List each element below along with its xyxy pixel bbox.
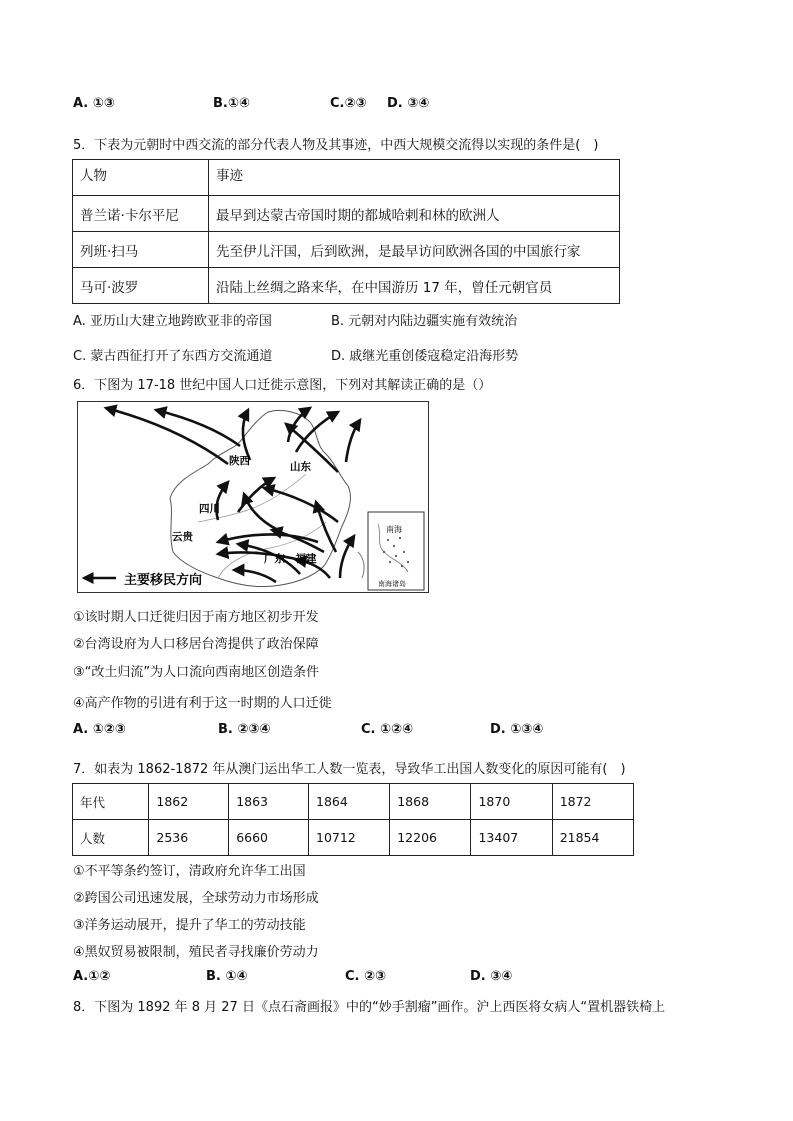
- q6-option-c: C. ①②④: [361, 722, 414, 737]
- map-legend-label: 主要移民方向: [124, 573, 203, 588]
- year-cell: 1864: [309, 784, 390, 820]
- q6-option-b: B. ②③④: [218, 722, 271, 737]
- table-header-cell: 事迹: [209, 160, 620, 196]
- q6-stem: 6．下图为 17-18 世纪中国人口迁徙示意图，下列对其解读正确的是（）: [73, 378, 492, 393]
- deed-cell: 最早到达蒙古帝国时期的都城哈剌和林的欧洲人: [209, 196, 620, 232]
- deed-cell: 先至伊儿汗国，后到欧洲，是最早访问欧洲各国的中国旅行家: [209, 232, 620, 268]
- map-inset: [368, 512, 424, 590]
- q5-table: [72, 159, 620, 304]
- table-header-row: [73, 160, 620, 196]
- q7-option-d: D. ③④: [470, 969, 513, 984]
- table-row: [73, 196, 620, 232]
- person-cell: 列班·扫马: [73, 232, 209, 268]
- map-label-shandong: 山东: [290, 461, 311, 473]
- person-cell: 马可·波罗: [73, 268, 209, 304]
- map-label-sichuan: 四川: [199, 503, 220, 515]
- inset-caption: 南海诸岛: [378, 580, 406, 588]
- table-row: [73, 268, 620, 304]
- q5-option-d: D. 戚继光重创倭寇稳定沿海形势: [331, 349, 519, 364]
- q7-statement-3: ③洋务运动展开，提升了华工的劳动技能: [73, 918, 306, 933]
- q7-option-c: C. ②③: [345, 969, 387, 984]
- map-label-yungui: 云贵: [172, 531, 193, 543]
- count-cell: 21854: [552, 820, 633, 856]
- q6-option-d: D. ①③④: [490, 722, 544, 737]
- q7-table: [72, 783, 634, 856]
- q7-statement-2: ②跨国公司迅速发展，全球劳动力市场形成: [73, 891, 319, 906]
- map-label-guangdong-fujian: 广东、福建: [264, 553, 317, 565]
- person-cell: 普兰诺·卡尔平尼: [73, 196, 209, 232]
- q7-statement-4: ④黑奴贸易被限制，殖民者寻找廉价劳动力: [73, 945, 319, 960]
- inset-sea-label: 南海: [386, 525, 402, 534]
- q5-option-a: A. 亚历山大建立地跨欧亚非的帝国: [73, 314, 272, 329]
- table-row-counts: [73, 820, 634, 856]
- q7-statement-1: ①不平等条约签订，清政府允许华工出国: [73, 864, 306, 879]
- q5-option-b: B. 元朝对内陆边疆实施有效统治: [331, 314, 518, 329]
- count-label-cell: 人数: [73, 820, 149, 856]
- q7-stem: 7．如表为 1862-1872 年从澳门运出华工人数一览表，导致华工出国人数变化的原因可能有( ): [73, 762, 626, 777]
- year-label-cell: 年代: [73, 784, 149, 820]
- count-cell: 10712: [309, 820, 390, 856]
- q4-option-d: D. ③④: [387, 96, 430, 111]
- q4-option-c: C.②③: [330, 96, 367, 111]
- q6-statement-1: ①该时期人口迁徙归因于南方地区初步开发: [73, 610, 319, 625]
- year-cell: 1863: [229, 784, 309, 820]
- q6-statement-2: ②台湾设府为人口移居台湾提供了政治保障: [73, 637, 319, 652]
- count-cell: 6660: [229, 820, 309, 856]
- q6-statement-4: ④高产作物的引进有利于这一时期的人口迁徙: [73, 696, 332, 711]
- q4-option-a: A. ①③: [73, 96, 115, 111]
- year-cell: 1870: [471, 784, 552, 820]
- year-cell: 1862: [149, 784, 229, 820]
- migration-map: [77, 401, 429, 593]
- q6-statement-3: ③“改土归流”为人口流向西南地区创造条件: [73, 665, 320, 680]
- q7-option-b: B. ①④: [206, 969, 248, 984]
- deed-cell: 沿陆上丝绸之路来华，在中国游历 17 年，曾任元朝官员: [209, 268, 620, 304]
- year-cell: 1872: [552, 784, 633, 820]
- q5-option-c: C. 蒙古西征打开了东西方交流通道: [73, 349, 273, 364]
- count-cell: 12206: [390, 820, 471, 856]
- count-cell: 13407: [471, 820, 552, 856]
- q7-option-a: A.①②: [73, 969, 111, 984]
- count-cell: 2536: [149, 820, 229, 856]
- q4-option-b: B.①④: [213, 96, 250, 111]
- table-header-cell: 人物: [73, 160, 209, 196]
- q5-stem: 5．下表为元朝时中西交流的部分代表人物及其事迹，中西大规模交流得以实现的条件是( ): [73, 138, 599, 153]
- table-row-years: [73, 784, 634, 820]
- q8-stem: 8．下图为 1892 年 8 月 27 日《点石斋画报》中的“妙手割瘤”画作。沪上西医将女病人“置机器铁椅上: [73, 1000, 666, 1015]
- q6-option-a: A. ①②③: [73, 722, 126, 737]
- table-row: [73, 232, 620, 268]
- map-label-shaanxi: 陕西: [229, 455, 250, 467]
- year-cell: 1868: [390, 784, 471, 820]
